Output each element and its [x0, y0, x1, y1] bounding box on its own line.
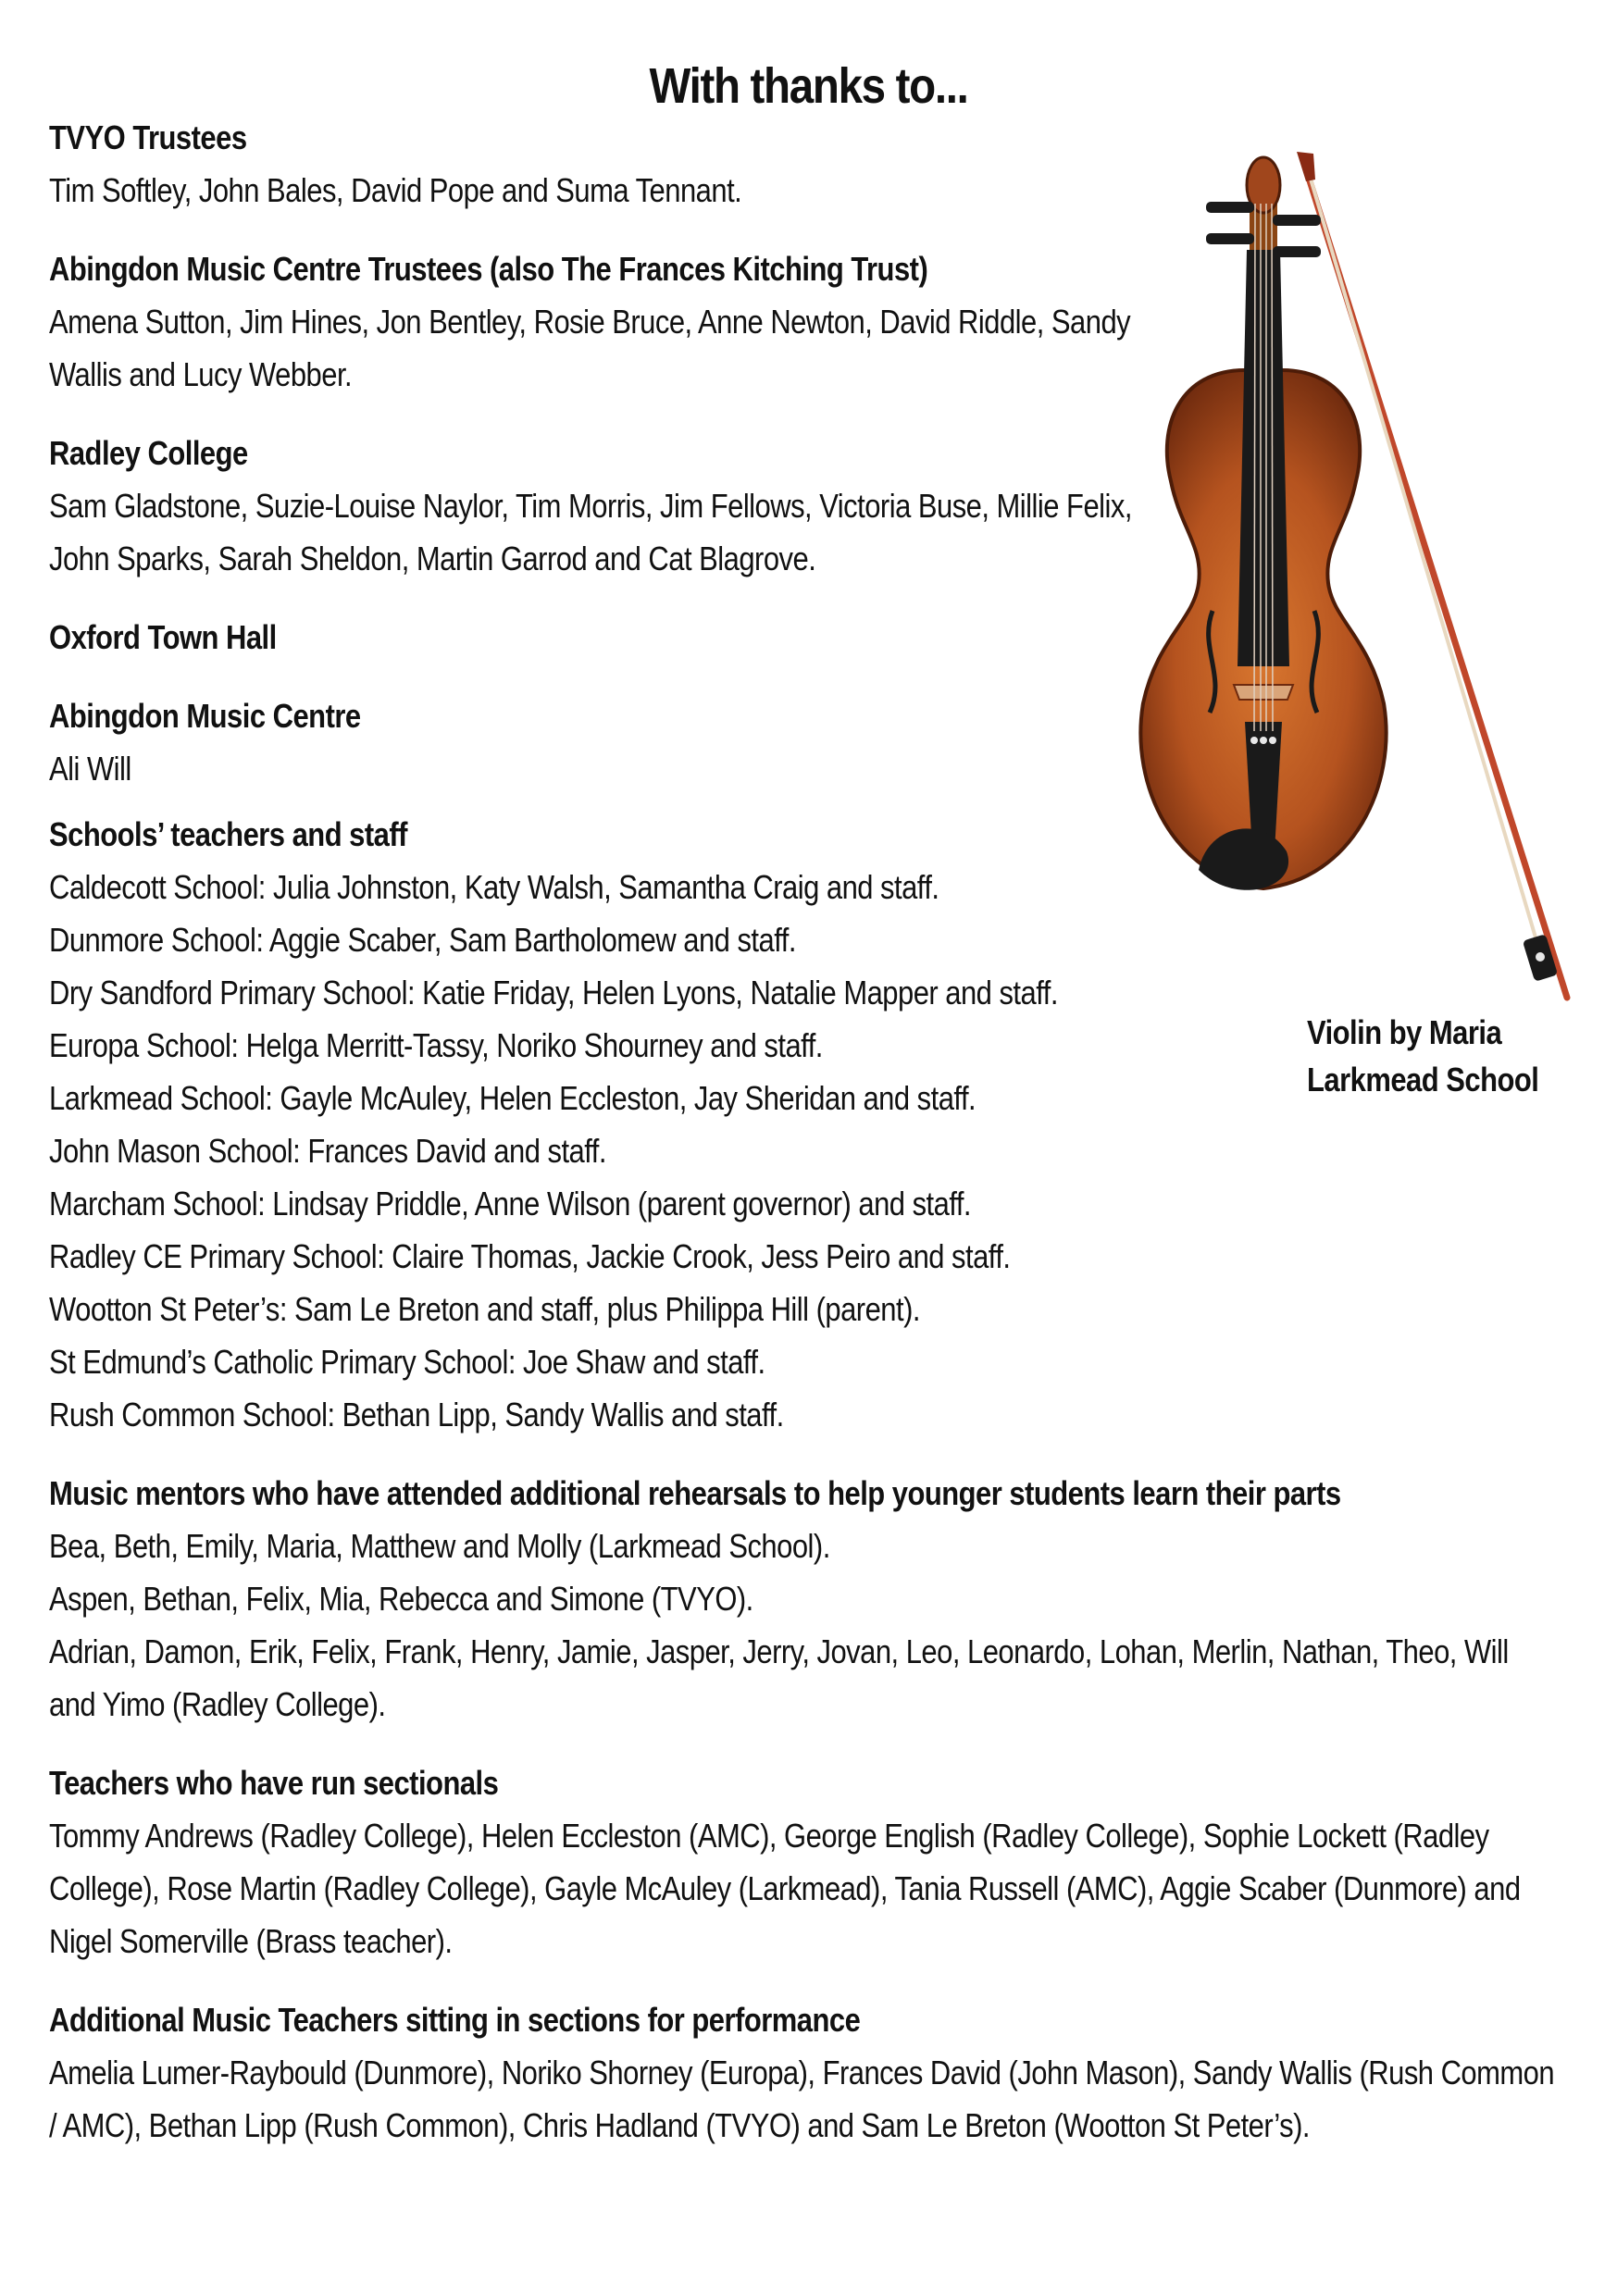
section-heading: Schools’ teachers and staff [49, 815, 407, 853]
school-line: Wootton St Peter’s: Sam Le Breton and staff, plus Philippa Hill (parent). [49, 1290, 920, 1328]
school-line: Marcham School: Lindsay Priddle, Anne Wilson (parent governor) and staff. [49, 1185, 972, 1222]
school-line: St Edmund’s Catholic Primary School: Joe Shaw and staff. [49, 1343, 765, 1381]
school-line: Dunmore School: Aggie Scaber, Sam Bartholomew and staff. [49, 921, 796, 959]
image-caption [1307, 1009, 1538, 1103]
section-heading: TVYO Trustees [49, 118, 247, 156]
school-line: Caldecott School: Julia Johnston, Katy Walsh, Samantha Craig and staff. [49, 868, 939, 906]
section-text: Tommy Andrews (Radley College), Helen Eccleston (AMC), George English (Radley College), Sophie Lockett (Radley College), Rose Martin (Radley College), Gayle McAuley (Larkmead), Tania Russell (AMC), Aggie Scaber (Dunmore) and Nigel Somerville (Brass teacher). [49, 1817, 1521, 1960]
section-text: Tim Softley, John Bales, David Pope and Suma Tennant. [49, 171, 742, 209]
section-sectional-teachers [49, 1756, 1586, 1967]
page-title: With thanks to... [649, 58, 968, 114]
violin-illustration [1125, 148, 1606, 1027]
section-text: Ali Will [49, 750, 131, 788]
mentor-list [49, 1520, 1509, 1731]
mentor-line: Adrian, Damon, Erik, Felix, Frank, Henry, Jamie, Jasper, Jerry, Jovan, Leo, Leonardo, Lohan, Merlin, Nathan, Theo, Will and Yimo (Radley College). [49, 1632, 1509, 1723]
section-additional-teachers [49, 1993, 1586, 2152]
section-text: Amena Sutton, Jim Hines, Jon Bentley, Rosie Bruce, Anne Newton, David Riddle, Sandy Wallis and Lucy Webber. [49, 303, 1131, 393]
section-heading: Radley College [49, 434, 248, 472]
school-line: Larkmead School: Gayle McAuley, Helen Eccleston, Jay Sheridan and staff. [49, 1079, 976, 1117]
section-text: Amelia Lumer-Raybould (Dunmore), Noriko Shorney (Europa), Frances David (John Mason), Sandy Wallis (Rush Common / AMC), Bethan Lipp (Rush Common), Chris Hadland (TVYO) and Sam Le Breton (Wootton St Peter’s). [49, 2054, 1555, 2144]
section-music-mentors [49, 1467, 1586, 1731]
mentor-line: Aspen, Bethan, Felix, Mia, Rebecca and Simone (TVYO). [49, 1580, 753, 1618]
section-heading: Music mentors who have attended additional rehearsals to help younger students learn their parts [49, 1474, 1341, 1512]
caption-line: Larkmead School [1307, 1061, 1539, 1098]
section-heading: Oxford Town Hall [49, 618, 277, 656]
bow-icon [1297, 152, 1567, 998]
section-heading: Abingdon Music Centre [49, 697, 361, 735]
school-line: John Mason School: Frances David and staff. [49, 1132, 606, 1170]
section-heading: Teachers who have run sectionals [49, 1764, 499, 1802]
section-heading: Additional Music Teachers sitting in sections for performance [49, 2001, 861, 2039]
caption-line: Violin by Maria [1307, 1013, 1502, 1051]
section-heading: Abingdon Music Centre Trustees (also The Frances Kitching Trust) [49, 250, 928, 288]
school-line: Radley CE Primary School: Claire Thomas, Jackie Crook, Jess Peiro and staff. [49, 1237, 1011, 1275]
mentor-line: Bea, Beth, Emily, Maria, Matthew and Molly (Larkmead School). [49, 1527, 830, 1565]
violin-drawing [1125, 148, 1606, 1027]
section-text: Sam Gladstone, Suzie-Louise Naylor, Tim Morris, Jim Fellows, Victoria Buse, Millie Felix, John Sparks, Sarah Sheldon, Martin Garrod and Cat Blagrove. [49, 487, 1132, 577]
school-line: Dry Sandford Primary School: Katie Friday, Helen Lyons, Natalie Mapper and staff. [49, 974, 1058, 1011]
school-line: Europa School: Helga Merritt-Tassy, Noriko Shourney and staff. [49, 1026, 823, 1064]
school-line: Rush Common School: Bethan Lipp, Sandy Wallis and staff. [49, 1396, 784, 1433]
violin-icon [1140, 157, 1386, 890]
